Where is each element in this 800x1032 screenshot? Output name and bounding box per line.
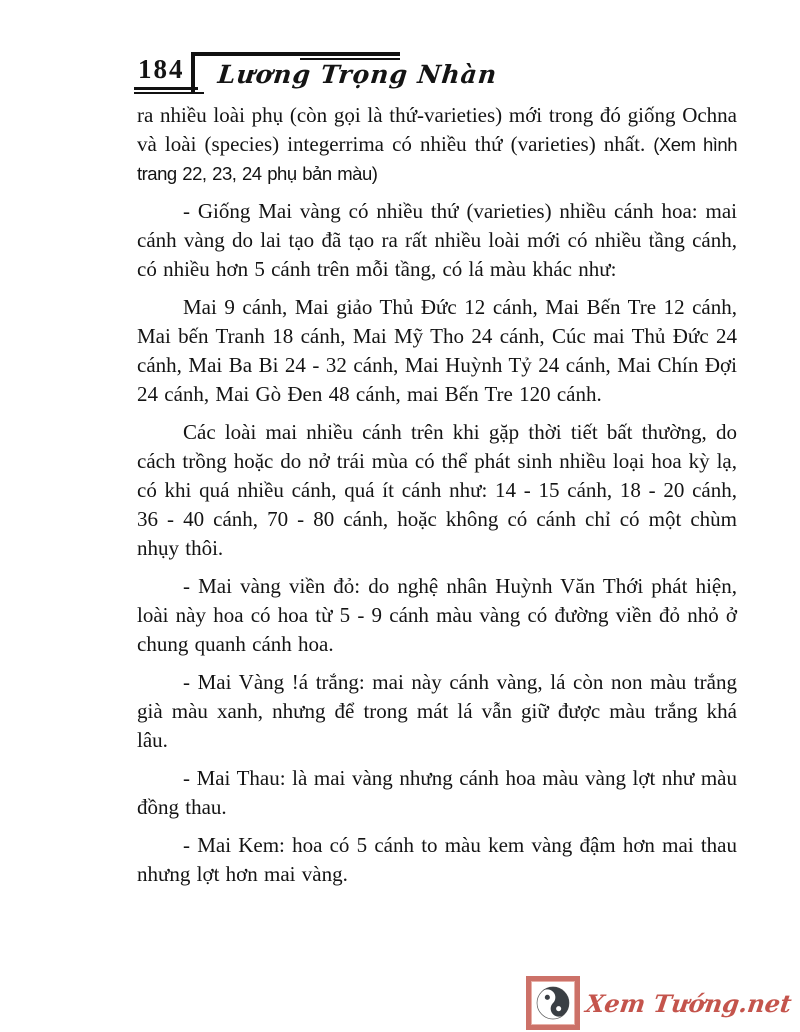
paragraph-text: - Giống Mai vàng có nhiều thứ (varieties) nhiều cánh hoa: mai cánh vàng do lai tạo đã tạo ra rất nhiều loài mới có nhiều tầng cánh, có nhiều hơn 5 cánh trên mỗi tầng, có lá màu khác như: (137, 199, 737, 281)
author-name: Lương Trọng Nhàn (216, 60, 499, 89)
paragraph-text: - Mai Thau: là mai vàng nhưng cánh hoa màu vàng lợt như màu đồng thau. (137, 766, 737, 819)
page-number: 184 (138, 54, 185, 84)
watermark-site-name: Xem Tướng.net (583, 988, 794, 1018)
figure-reference-note: (Xem hình trang 22, 23, 24 phụ bản màu) (137, 134, 737, 184)
header-rule-horizontal (191, 52, 400, 56)
paragraph-text: Các loài mai nhiều cánh trên khi gặp thời tiết bất thường, do cách trồng hoặc do nở trái mùa có thể phát sinh nhiều loại hoa kỳ lạ, có khi quá nhiều cánh, quá ít cánh như: 14 - 15 cánh, 18 - 20 cánh, 36 - 40 cánh, 70 - 80 cánh, hoặc không có cánh chỉ có một chùm nhụy thôi. (137, 420, 737, 560)
paragraph-text: ra nhiều loài phụ (còn gọi là thứ-varieties) mới trong đó giống Ochna và loài (species) integerrima có nhiều thứ (varieties) nhất. (137, 103, 737, 156)
paragraph-text: - Mai vàng viền đỏ: do nghệ nhân Huỳnh Văn Thới phát hiện, loài này hoa có hoa từ 5 - 9 cánh màu vàng có đường viền đỏ nhỏ ở chung quanh cánh hoa. (137, 574, 737, 656)
paragraph (137, 668, 737, 755)
page-header (0, 0, 800, 100)
page-body (137, 101, 737, 898)
paragraph-text: - Mai Kem: hoa có 5 cánh to màu kem vàng đậm hơn mai thau nhưng lợt hơn mai vàng. (137, 833, 737, 886)
site-watermark (526, 976, 795, 1030)
paragraph (137, 764, 737, 822)
paragraph-text: - Mai Vàng !á trắng: mai này cánh vàng, lá còn non màu trắng già màu xanh, nhưng để trong mát lá vẫn giữ được màu trắng khá lâu. (137, 670, 737, 752)
paragraph (137, 831, 737, 889)
paragraph (137, 293, 737, 409)
paragraph (137, 572, 737, 659)
paragraph-text: Mai 9 cánh, Mai giảo Thủ Đức 12 cánh, Mai Bến Tre 12 cánh, Mai bến Tranh 18 cánh, Mai Mỹ Tho 24 cánh, Cúc mai Thủ Đức 24 cánh, Mai Ba Bi 24 - 32 cánh, Mai Huỳnh Tỷ 24 cánh, Mai Chín Đợi 24 cánh, Mai Gò Đen 48 cánh, mai Bến Tre 120 cánh. (137, 295, 737, 406)
paragraph (137, 101, 737, 188)
header-rule-vertical (191, 53, 195, 94)
paragraph (137, 197, 737, 284)
paragraph (137, 418, 737, 563)
yin-yang-icon (526, 976, 580, 1030)
page-number-underline (134, 87, 198, 90)
